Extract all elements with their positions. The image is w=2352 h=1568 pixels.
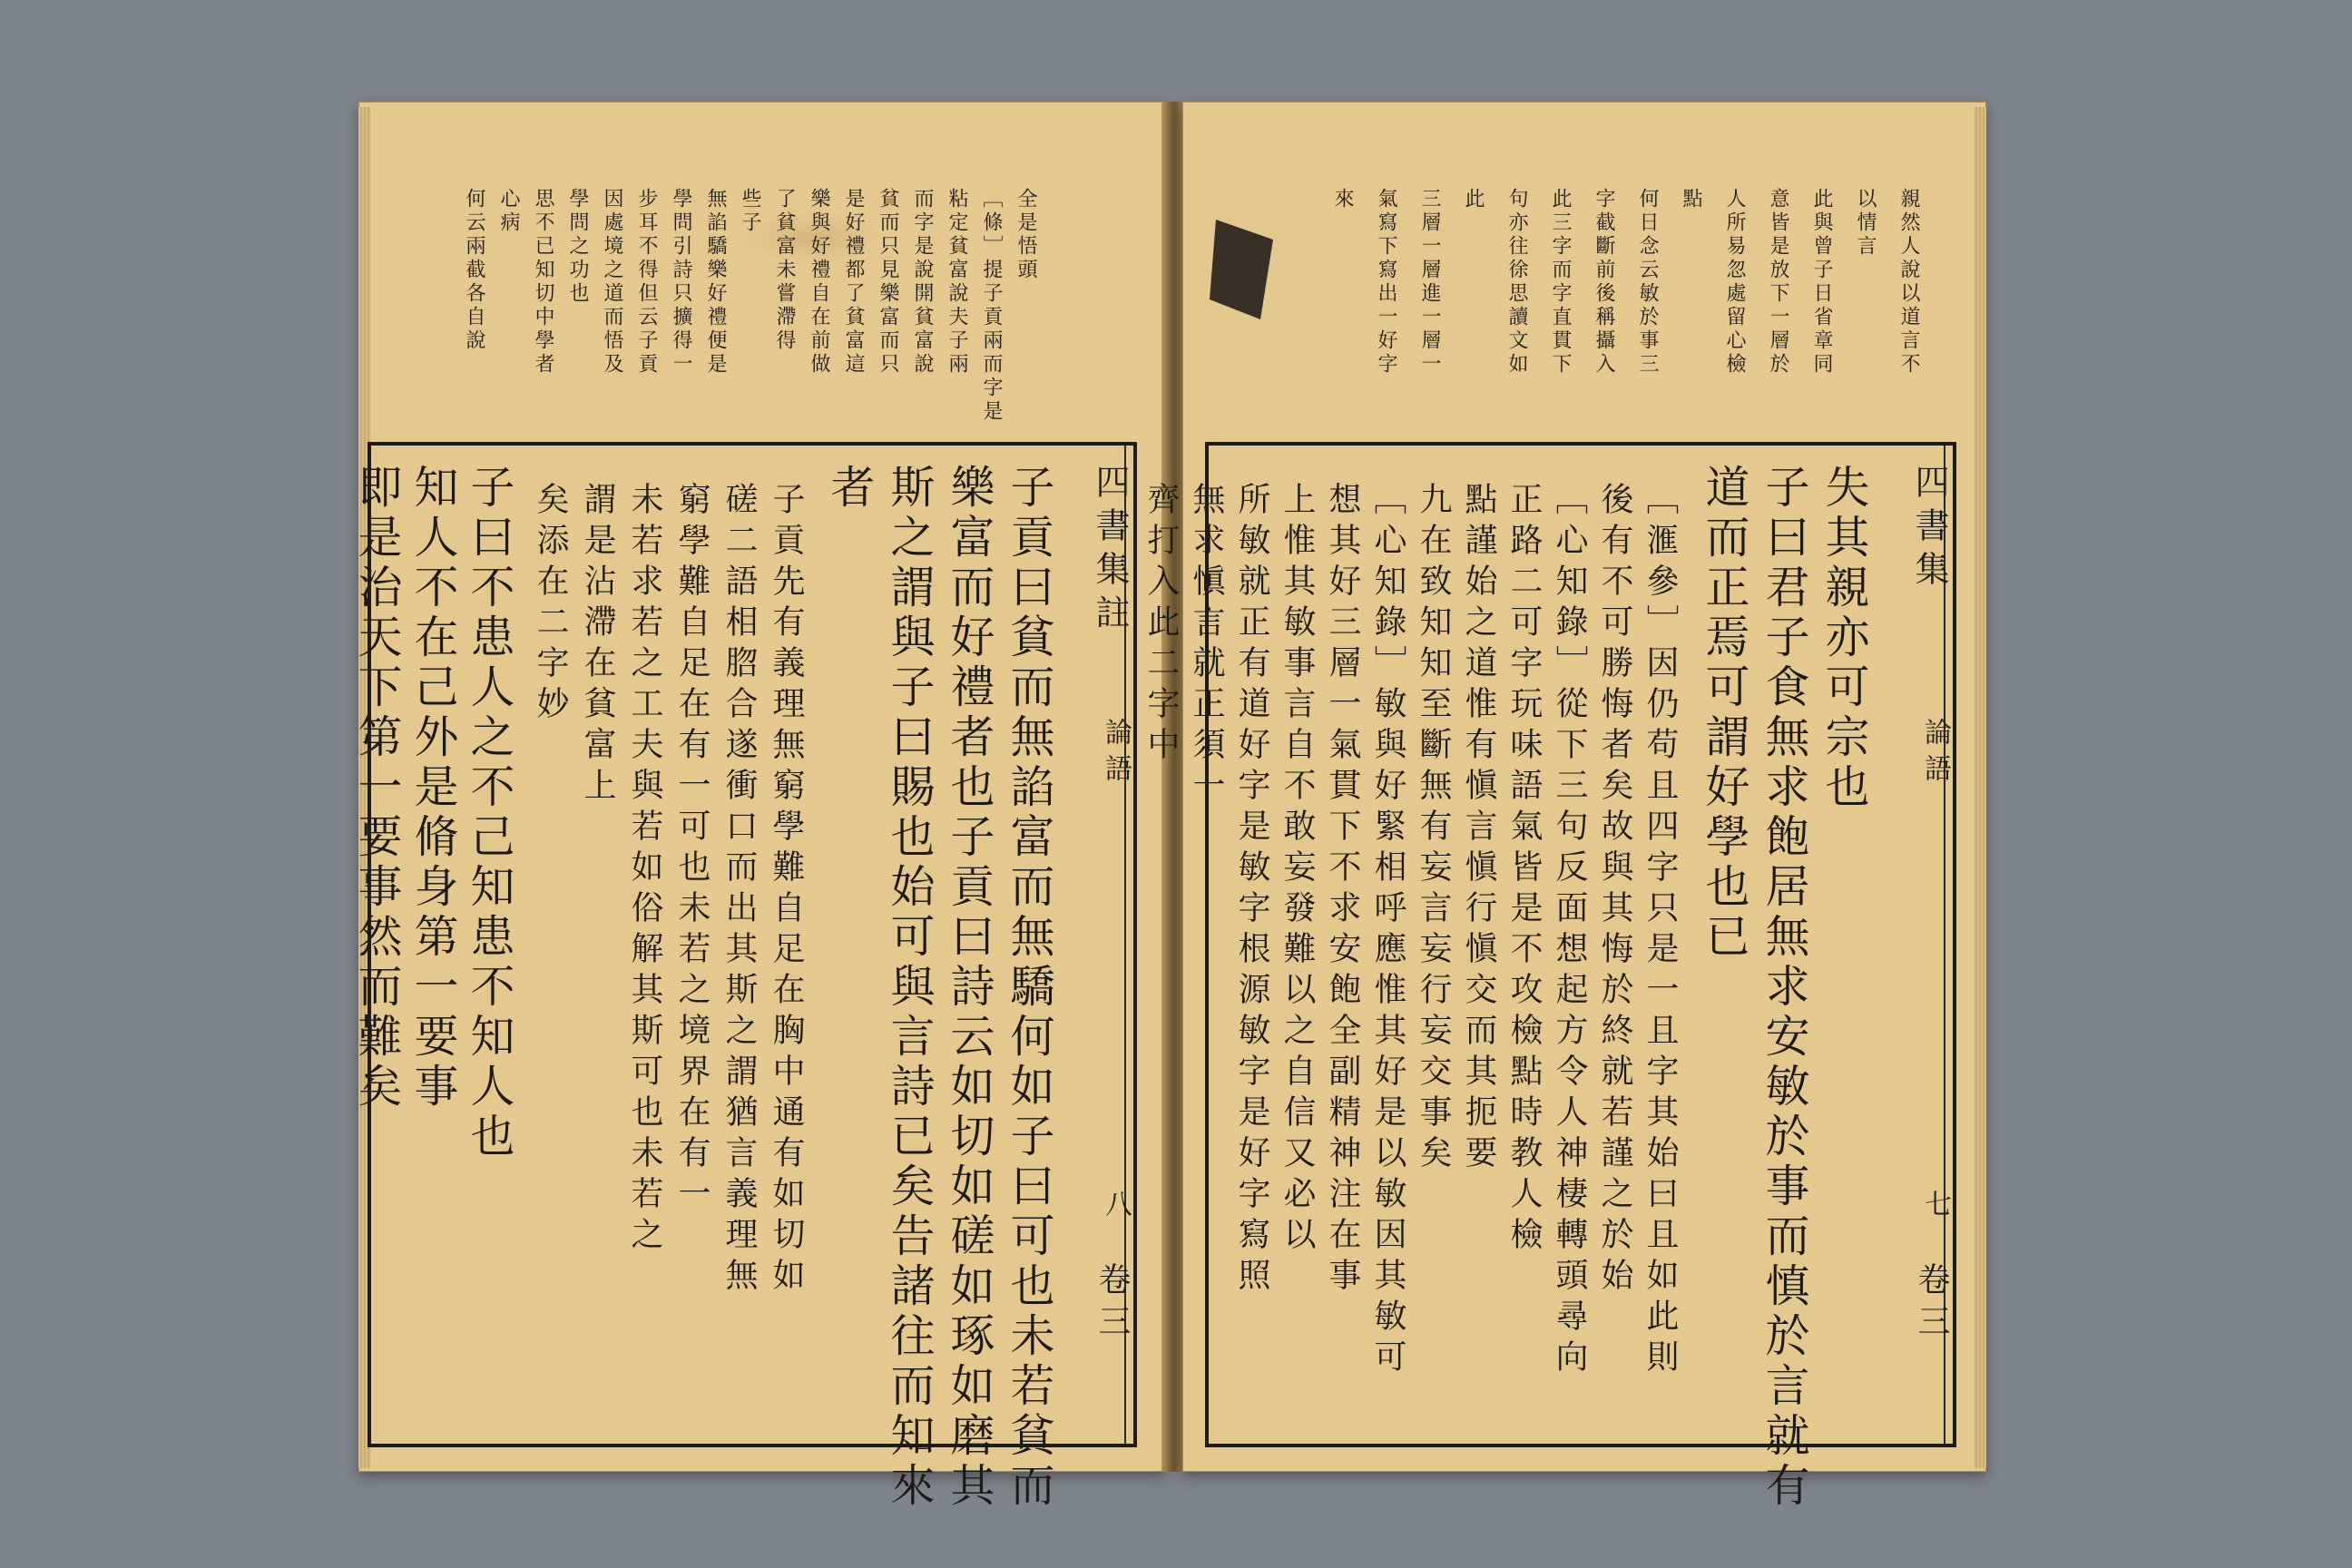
text-column: 失其親亦可宗也 (1818, 464, 1870, 813)
commentary-column: ［滙參］因仍苟且四字只是一且字其始曰且如此則 (1642, 482, 1679, 1380)
commentary-column: 矣添在二字妙 (532, 482, 569, 727)
text-frame (1142, 442, 1956, 1512)
juan-label: 卷三 (1913, 1262, 1950, 1346)
final-text (351, 446, 1097, 1426)
folio-number: 七 (1919, 1190, 1951, 1226)
annotation-column: 此 (1462, 188, 1485, 211)
annotation-column: 句亦往徐思讀文如 (1505, 188, 1528, 377)
annotation-column: 以情言 (1854, 188, 1877, 259)
annotation-column: 貧而只見樂富而只 (877, 188, 899, 377)
commentary-column: 未若求若之工夫與若如俗解其斯可也未若之 (626, 482, 663, 1258)
commentary-column: 謂是沾滯在貧富上 (579, 482, 616, 808)
annotation-column: 無諂驕樂好禮便是 (704, 188, 727, 377)
commentary-text (1142, 446, 1916, 1426)
annotation-column: 此與曾子日省章同 (1810, 188, 1833, 377)
text-column: 即是治天下第一要事然而難矣 (351, 464, 403, 1112)
text-column: 知人不在己外是脩身第一要事 (407, 464, 459, 1112)
annotation-column: 了貧富未嘗滯得 (773, 188, 796, 353)
commentary-column: 點謹始之道惟有愼言愼行愼交而其扼要 (1460, 482, 1497, 1176)
annotation-column: 樂與好禮自在前做 (808, 188, 830, 377)
annotation-column: 些子 (739, 188, 761, 235)
annotation-column: 三層一層進一層一 (1418, 188, 1441, 377)
commentary-column: ［心知錄］敏與好緊相呼應惟其好是以敏因其敏可 (1369, 482, 1406, 1380)
commentary-column: 所敏就正有道好字是敏字根源敏字是好字寫照 (1233, 482, 1270, 1298)
annotation-column: 粘定貧富說夫子兩 (946, 188, 968, 377)
ink-damage (1210, 220, 1273, 319)
annotation-column: 意皆是放下一層於 (1767, 188, 1789, 377)
annotation-column: 此三字而字直貫下 (1549, 188, 1572, 377)
text-column: 者 (824, 464, 876, 514)
center-title: 四書集註 (1090, 464, 1130, 638)
annotation-column: 而字是說開貧富說 (911, 188, 934, 377)
commentary-column: 想其好三層一氣貫下不求安飽全副精神注在事 (1324, 482, 1361, 1298)
open-book (349, 102, 1992, 1512)
right-page (1142, 102, 1986, 1512)
annotation-column: 點 (1680, 188, 1702, 211)
text-frame (351, 442, 1137, 1512)
page-edge (1974, 107, 1986, 1468)
annotation-column: 氣寫下寫出一好字 (1375, 188, 1397, 377)
upper-annotations (1291, 188, 1926, 478)
annotation-column: 全是悟頭 (1014, 188, 1037, 282)
center-subtitle: 論語 (1100, 718, 1132, 790)
upper-annotations (445, 188, 1044, 478)
commentary-column: ［心知錄］從下三句反面想起方令人神棲轉頭尋向 (1551, 482, 1588, 1380)
text-column: 子貢曰貧而無諂富而無驕何如子曰可也未若貧而 (1004, 464, 1055, 1512)
annotation-column: 何云兩截各自說 (463, 188, 485, 353)
center-title: 四書集 (1909, 464, 1949, 594)
commentary-column: 無求愼言就正須一 (1188, 482, 1225, 808)
folio-number: 八 (1100, 1190, 1132, 1226)
text-column: 道而正焉可謂好學也已 (1699, 464, 1750, 963)
annotation-column: 何日念云敏於事三 (1636, 188, 1659, 377)
left-page (351, 102, 1166, 1512)
annotation-column: 人所易忽處留心檢 (1723, 188, 1746, 377)
text-column: 樂富而好禮者也子貢曰詩云如切如磋如琢如磨其 (944, 464, 995, 1512)
annotation-column: 字截斷前後稱攝入 (1592, 188, 1615, 377)
annotation-column: 心病 (497, 188, 520, 235)
commentary-column: 齊打入此二字中 (1142, 482, 1180, 768)
annotation-column: 因處境之道而悟及 (601, 188, 623, 377)
commentary-column: 後有不可勝悔者矣故與其悔於終就若謹之於始 (1596, 482, 1633, 1298)
annotation-column: ［條］提子貢兩而字是 (980, 188, 1003, 424)
juan-label: 卷三 (1093, 1262, 1131, 1346)
annotation-column: 親然人說以道言不 (1897, 188, 1920, 377)
commentary-column: 子貢先有義理無窮學難自足在胸中通有如切如 (768, 482, 805, 1298)
text-column: 子曰君子食無求飽居無求安敏於事而慎於言就有 (1759, 464, 1810, 1512)
commentary-column: 正路二可字玩味語氣皆是不攻檢點時教人檢 (1505, 482, 1543, 1258)
text-column: 斯之謂與子曰賜也始可與言詩已矣告諸往而知來 (884, 464, 936, 1512)
center-subtitle: 論語 (1919, 718, 1951, 790)
annotation-column: 步耳不得但云子貢 (635, 188, 658, 377)
commentary-column: 窮學難自足在有一可也未若之境界在有一 (673, 482, 710, 1217)
annotation-column: 學問引詩只擴得一 (670, 188, 692, 377)
annotation-column: 來 (1331, 188, 1354, 211)
commentary-column: 磋二語相脗合遂衝口而出其斯之謂猶言義理無 (720, 482, 758, 1298)
text-column: 子曰不患人之不己知患不知人也 (464, 464, 515, 1162)
annotation-column: 思不已知切中學者 (532, 188, 554, 377)
annotation-column: 是好禮都了貧富這 (842, 188, 865, 377)
commentary-column: 上惟其敏事言自不敢妄發難以之自信又必以 (1279, 482, 1316, 1258)
annotation-column: 學問之功也 (566, 188, 589, 306)
commentary-column: 九在致知知至斷無有妄言妄行妄交事矣 (1415, 482, 1452, 1176)
